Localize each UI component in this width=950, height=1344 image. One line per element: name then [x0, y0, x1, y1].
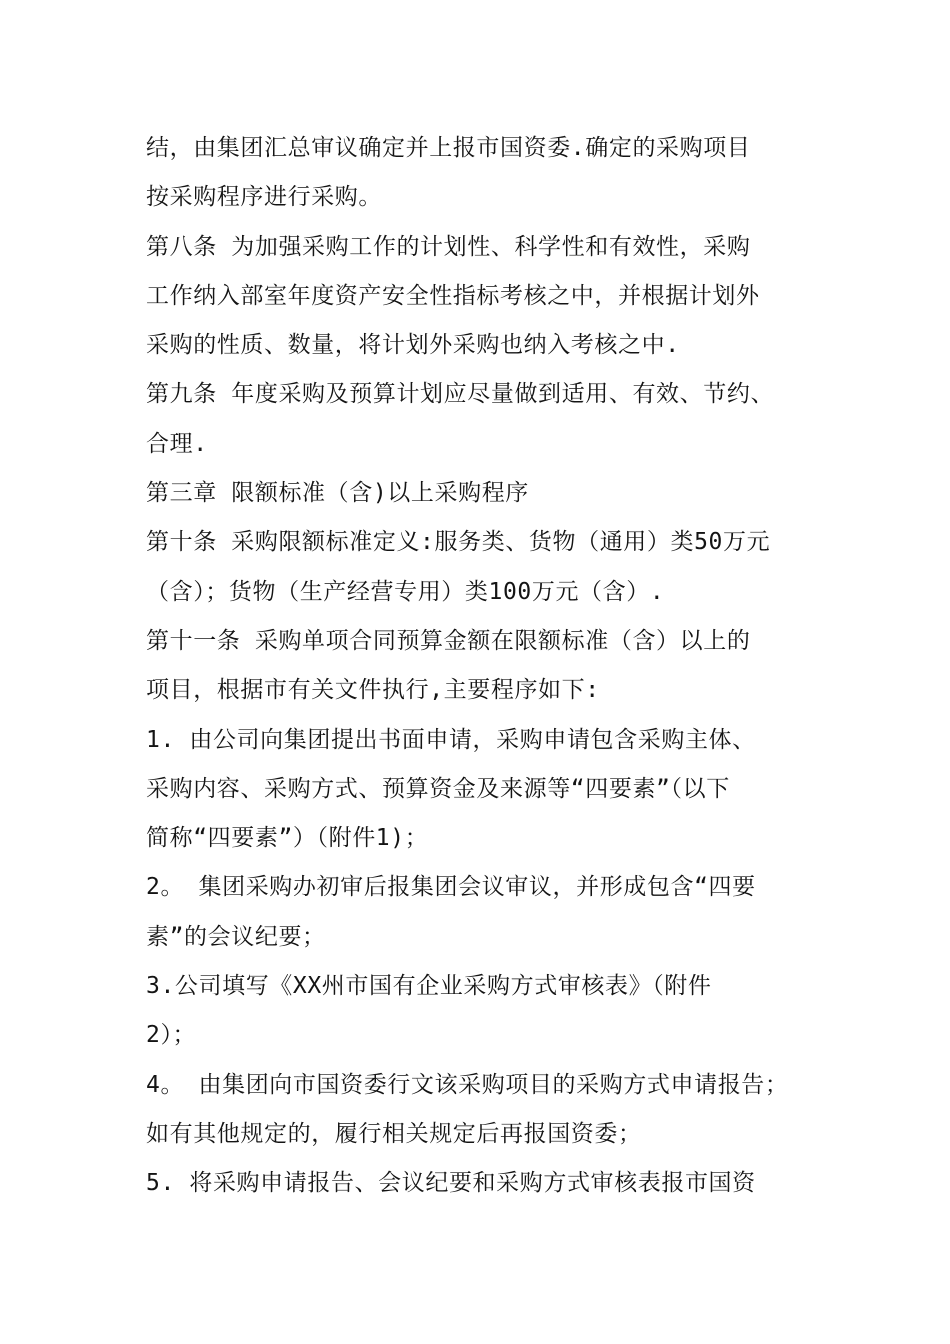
text-line: 5. 将采购申请报告、会议纪要和采购方式审核表报市国资 — [146, 1170, 756, 1197]
text-line: 如有其他规定的，履行相关规定后再报国资委； — [146, 1120, 642, 1147]
text-line: 第十条 采购限额标准定义:服务类、货物（通用）类50万元 — [146, 529, 771, 556]
text-line: 第八条 为加强采购工作的计划性、科学性和有效性，采购 — [146, 233, 751, 260]
text-line: 合理. — [146, 430, 208, 457]
text-line: 第十一条 采购单项合同预算金额在限额标准（含）以上的 — [146, 627, 751, 654]
document-body — [146, 128, 846, 1213]
text-line: 项目，根据市有关文件执行,主要程序如下: — [146, 677, 600, 704]
text-line: 2）； — [146, 1022, 197, 1049]
text-line: 简称“四要素”）（附件1)； — [146, 825, 429, 852]
text-line: 1. 由公司向集团提出书面申请，采购申请包含采购主体、 — [146, 726, 756, 753]
text-line: 采购的性质、数量，将计划外采购也纳入考核之中. — [146, 332, 680, 359]
text-line: 工作纳入部室年度资产安全性指标考核之中，并根据计划外 — [146, 282, 760, 309]
text-line: 2。 集团采购办初审后报集团会议审议，并形成包含“四要 — [146, 874, 756, 901]
text-line: 4。 由集团向市国资委行文该采购项目的采购方式申请报告； — [146, 1071, 789, 1098]
text-line: 3.公司填写《XX州市国有企业采购方式审核表》（附件 — [146, 973, 712, 1000]
chapter-heading: 第三章 限额标准（含)以上采购程序 — [146, 480, 529, 507]
text-line: 采购内容、采购方式、预算资金及来源等“四要素”（以下 — [146, 775, 730, 802]
text-line: （含）；货物（生产经营专用）类100万元（含）. — [146, 578, 665, 605]
text-line: 第九条 年度采购及预算计划应尽量做到适用、有效、节约、 — [146, 381, 775, 408]
text-line: 结，由集团汇总审议确定并上报市国资委.确定的采购项目 — [146, 135, 751, 161]
text-line: 素”的会议纪要； — [146, 923, 326, 950]
text-line: 按采购程序进行采购。 — [146, 184, 382, 211]
